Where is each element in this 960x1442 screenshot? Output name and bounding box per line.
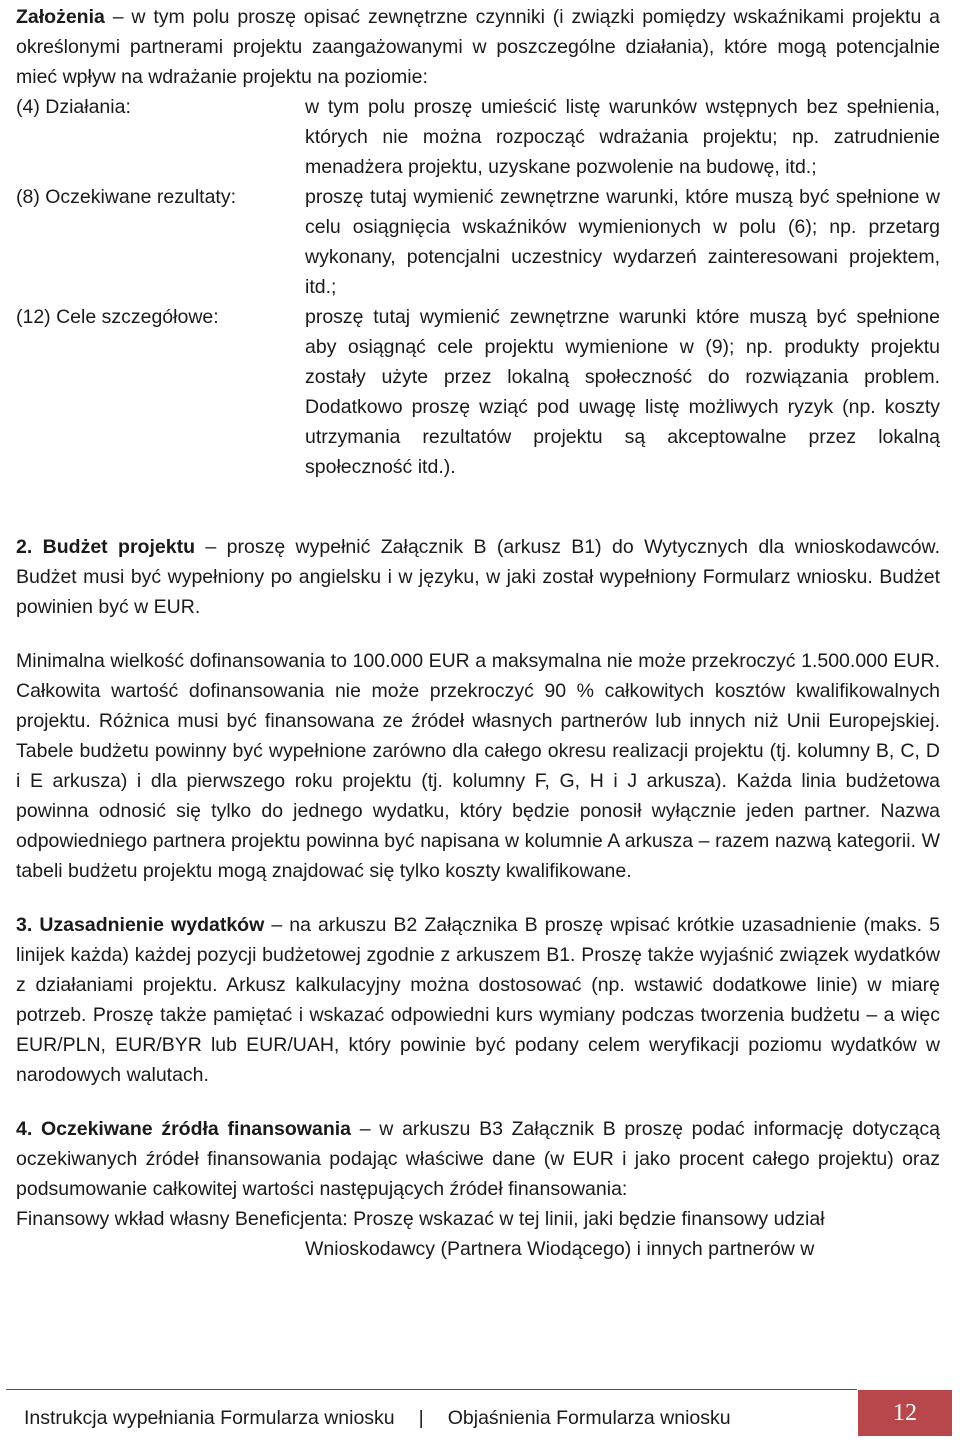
item-description: proszę tutaj wymienić zewnętrzne warunki, które muszą być spełnione w celu osiągnięcia wskaźników wymienionych w polu (6); np. przetarg wykonany, potencjalni uczestnicy wydarzeń zainteresowani projektem, itd.; bbox=[305, 186, 940, 298]
item-description: proszę tutaj wymienić zewnętrzne warunki które muszą być spełnione aby osiągnąć cele projektu wymienione w (9); np. produkty projektu zostały użyte przez lokalną społeczność do rozwiązania problem. Dodatkowo proszę wziąć pod uwagę listę możliwych ryzyk (np. koszty utrzymania rezultatów projektu są akceptowalne przez lokalną społeczność itd.). bbox=[305, 306, 940, 478]
justification-heading: 3. Uzasadnienie wydatków bbox=[16, 914, 265, 936]
page-number-badge bbox=[858, 1390, 952, 1436]
intro-text: – w tym polu proszę opisać zewnętrzne czynniki (i związki pomiędzy wskaźnikami projektu a określonymi partnerami projektu zaangażowanymi w poszczególne działania), które mogą potencjalnie mieć wpływ na wdrażanie projektu na poziomie: bbox=[16, 6, 940, 88]
document-page bbox=[16, 0, 940, 1264]
funding-limits-paragraph: Minimalna wielkość dofinansowania to 100.000 EUR a maksymalna nie może przekroczyć 1.500.000 EUR. Całkowita wartość dofinansowania nie może przekroczyć 90 % całkowitych kosztów kwalifikowalnych projektu. Różnica musi być finansowana ze źródeł własnych partnerów lub innych niż Unii Europejskiej. Tabele budżetu powinny być wypełnione zarówno dla całego okresu realizacji projektu (tj. kolumny B, C, D i E arkusza) i dla pierwszego roku projektu (tj. kolumny F, G, H i J arkusza). Każda linia budżetowa powinna odnosić się tylko do jednego wydatku, który będzie ponosił wyłącznie jeden partner. Nazwa odpowiedniego partnera projektu powinna być napisana w kolumnie A arkusza – razem nazwą kategorii. W tabeli budżetu projektu mogą znajdować się tylko koszty kwalifikowane. bbox=[16, 650, 940, 882]
list-item bbox=[16, 182, 940, 302]
intro-paragraph bbox=[16, 0, 940, 92]
item-term: (12) Cele szczegółowe: bbox=[16, 306, 219, 328]
footer-divider bbox=[6, 1389, 857, 1390]
item-term: (8) Oczekiwane rezultaty: bbox=[16, 186, 236, 208]
expense-justification-section bbox=[16, 910, 940, 1090]
footer-separator: | bbox=[418, 1406, 424, 1429]
footer-right-title: Objaśnienia Formularza wniosku bbox=[447, 1406, 731, 1429]
item-term: (4) Działania: bbox=[16, 96, 131, 118]
funding-sources-section bbox=[16, 1114, 940, 1204]
justification-text: – na arkuszu B2 Załącznika B proszę wpisać krótkie uzasadnienie (maks. 5 linijek każda) każdej pozycji budżetowej zgodnie z arkuszem B1. Proszę także wyjaśnić związek wydatków z działaniami projektu. Arkusz kalkulacyjny można dostosować (np. wstawić dodatkowe linie) w miarę potrzeb. Proszę także pamiętać i wskazać odpowiedni kurs wymiany podczas tworzenia budżetu – a więc EUR/PLN, EUR/BYR lub EUR/UAH, który powinie być podany celem weryfikacji poziomu wydatków w narodowych walutach. bbox=[16, 914, 940, 1086]
budget-heading: 2. Budżet projektu bbox=[16, 536, 195, 558]
page-number: 12 bbox=[893, 1399, 917, 1426]
budget-section bbox=[16, 532, 940, 622]
list-item bbox=[16, 302, 940, 482]
assumptions-list bbox=[16, 92, 940, 482]
funding-sources-heading: 4. Oczekiwane źródła finansowania bbox=[16, 1118, 351, 1140]
footer-left-title: Instrukcja wypełniania Formularza wniosku bbox=[24, 1406, 395, 1429]
funding-sources-text: – w arkuszu B3 Załącznik B proszę podać informację dotyczącą oczekiwanych źródeł finansowania podając właściwe dane (w EUR i jako procent całego projektu) oraz podsumowanie całkowitej wartości następujących źródeł finansowania: bbox=[16, 1118, 940, 1200]
item-description: w tym polu proszę umieścić listę warunków wstępnych bez spełnienia, których nie można rozpocząć wdrażania projektu; np. zatrudnienie menadżera projektu, uzyskane pozwolenie na budowę, itd.; bbox=[305, 96, 940, 178]
page-footer bbox=[24, 1400, 952, 1436]
list-item bbox=[16, 92, 940, 182]
own-contribution-line: Finansowy wkład własny Beneficjenta: Proszę wskazać w tej linii, jaki będzie finansowy udział bbox=[16, 1208, 825, 1230]
intro-lead: Założenia bbox=[16, 6, 105, 28]
budget-text: – proszę wypełnić Załącznik B (arkusz B1) do Wytycznych dla wnioskodawców. Budżet musi być wypełniony po angielsku i w języku, w jaki został wypełniony Formularz wniosku. Budżet powinien być w EUR. bbox=[16, 536, 940, 618]
own-contribution-continuation: Wnioskodawcy (Partnera Wiodącego) i innych partnerów w bbox=[305, 1238, 815, 1260]
